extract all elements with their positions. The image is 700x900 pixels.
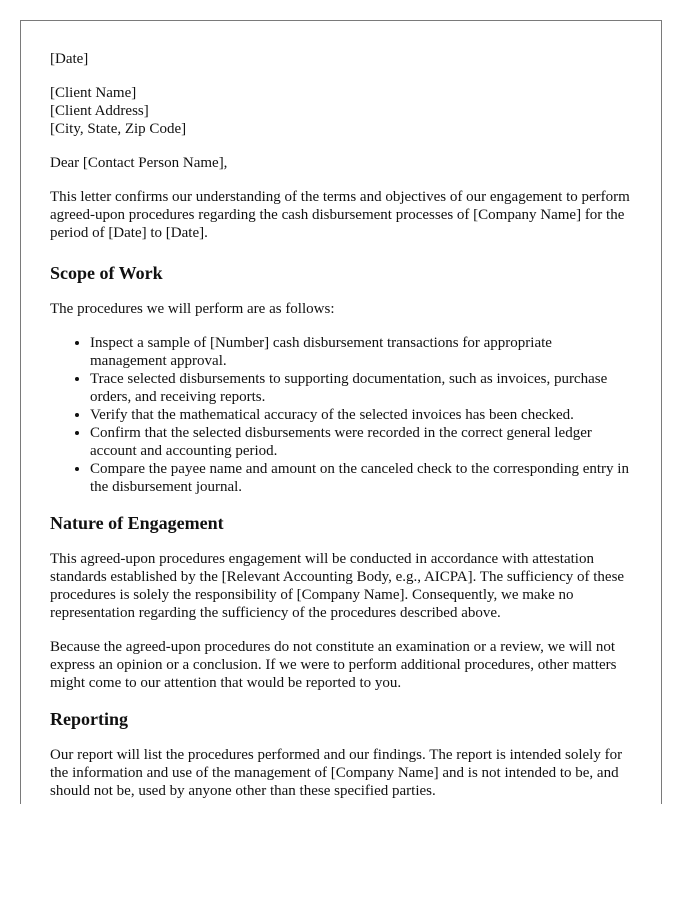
nature-paragraph-2: Because the agreed-upon procedures do not constitute an examination or a review, we will not express an opinion or a conclusion. If we were to perform additional procedures, other matters might come to our attention that would be reported to you. xyxy=(50,639,617,691)
procedure-item: • Inspect a sample of [Number] cash disbursement transactions for appropriate management approval. xyxy=(90,334,632,370)
salutation: Dear [Contact Person Name], xyxy=(50,155,228,171)
procedure-item: • Verify that the mathematical accuracy of the selected invoices has been checked. xyxy=(90,406,632,424)
procedures-list xyxy=(50,334,632,496)
procedure-item: • Compare the payee name and amount on the canceled check to the corresponding entry in the disbursement journal. xyxy=(90,460,632,496)
client-name: [Client Name] xyxy=(50,85,137,101)
client-city-state-zip: [City, State, Zip Code] xyxy=(50,121,187,137)
recipient-address-block xyxy=(50,84,632,138)
procedure-item: • Confirm that the selected disbursements were recorded in the correct general ledger account and accounting period. xyxy=(90,424,632,460)
procedure-item: • Trace selected disbursements to supporting documentation, such as invoices, purchase orders, and receiving reports. xyxy=(90,370,632,406)
nature-paragraph-1: This agreed-upon procedures engagement will be conducted in accordance with attestation standards established by the [Relevant Accounting Body, e.g., AICPA]. The sufficiency of these procedures is solely the responsibility of [Company Name]. Consequently, we make no representation regarding the sufficiency of the procedures described above. xyxy=(50,551,625,621)
intro-paragraph: This letter confirms our understanding of the terms and objectives of our engagement to perform agreed-upon procedures regarding the cash disbursement processes of [Company Name] for the period of [Date] to [Date]. xyxy=(50,189,630,241)
letter-body xyxy=(50,50,632,804)
client-address: [Client Address] xyxy=(50,103,149,119)
reporting-heading: Reporting xyxy=(50,709,128,729)
scope-lead: The procedures we will perform are as follows: xyxy=(50,301,335,317)
reporting-paragraph: Our report will list the procedures performed and our findings. The report is intended solely for the information and use of the management of [Company Name] and is not intended to be, and should not be, used by anyone other than these specified parties. xyxy=(50,747,623,799)
letter-date: [Date] xyxy=(50,51,89,67)
scope-heading: Scope of Work xyxy=(50,263,163,283)
nature-heading: Nature of Engagement xyxy=(50,513,224,533)
letter-page xyxy=(20,20,662,804)
